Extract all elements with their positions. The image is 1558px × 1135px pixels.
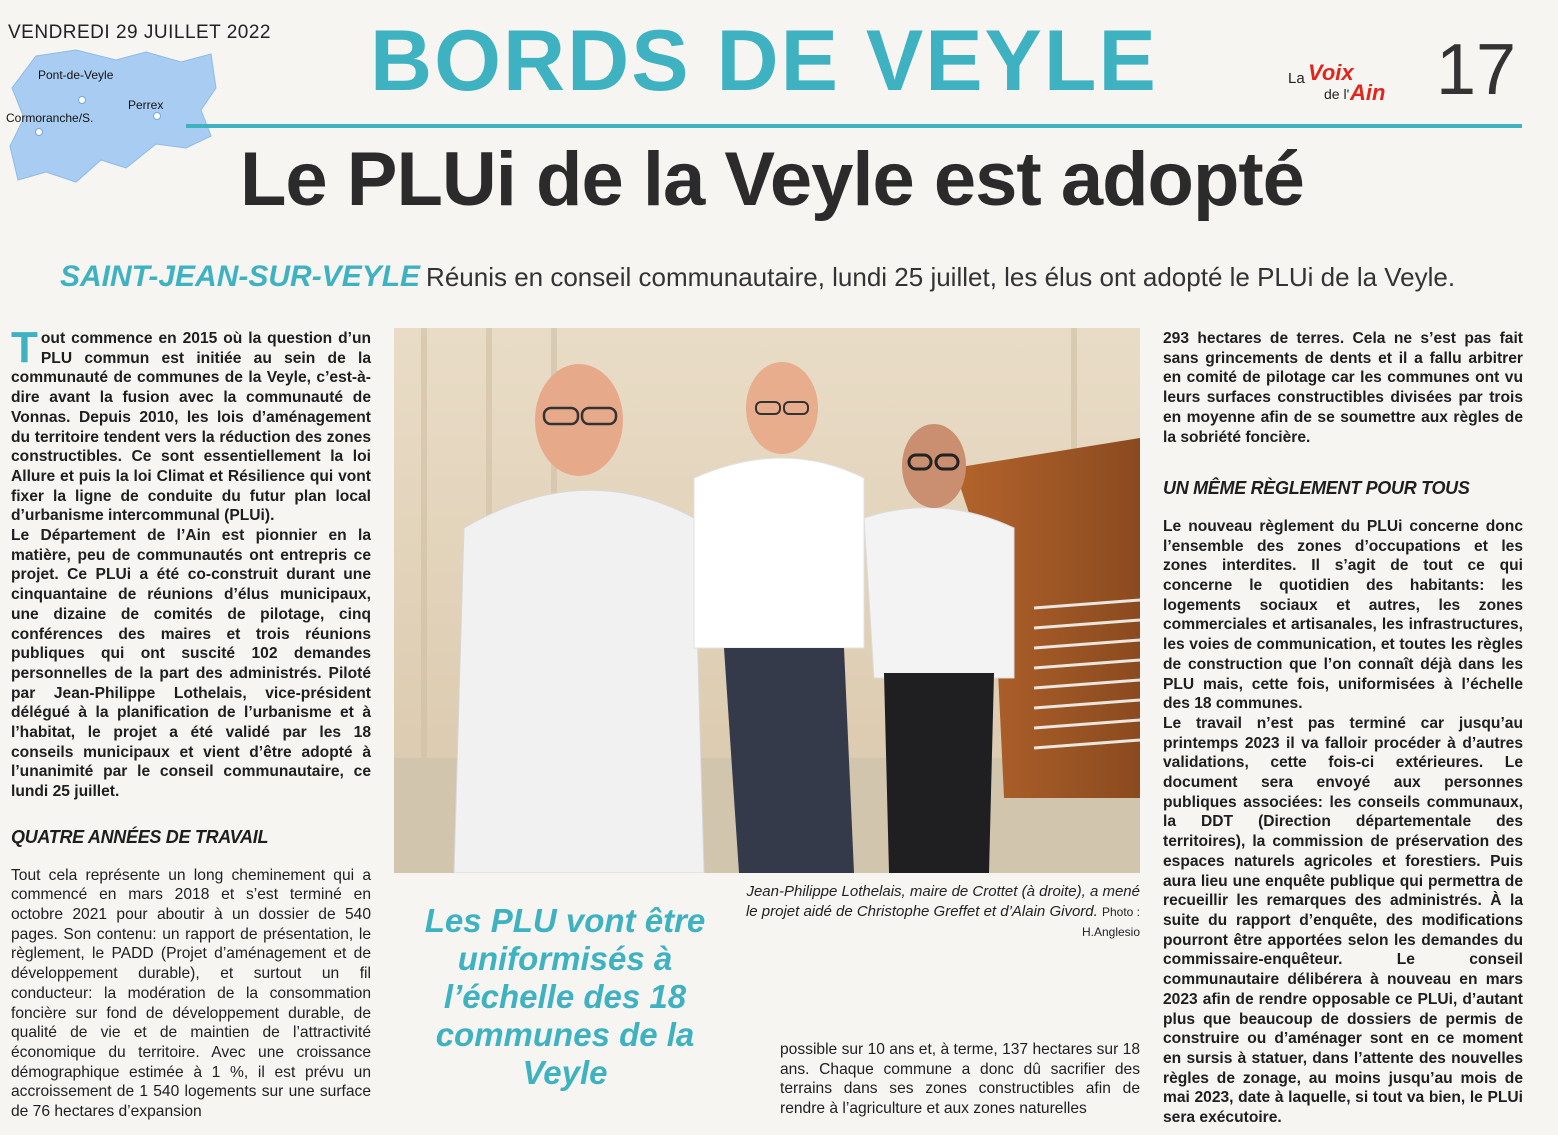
photo-caption	[740, 882, 1140, 942]
col1-paragraph-1: out commence en 2015 où la question d’un PLU commun est initiée au sein de la communauté de communes de la Veyle, c’est-à-dire avant la fusion avec la communauté de Vonnas. Depuis 2010, les lois d’aménagement du territoire tendent vers la réduction des zones constructibles. Ce sont essentiellement la loi Allure et puis la loi Climat et Résilience qui vont fixer la ligne de conduite du futur plan local d’urbanisme intercommunal (PLUi).	[11, 330, 371, 525]
photo-credit: Photo : H.Anglesio	[1081, 905, 1140, 939]
map-dot	[153, 112, 161, 120]
logo-la: La	[1288, 70, 1305, 87]
kicker-location: SAINT-JEAN-SUR-VEYLE	[60, 260, 421, 293]
logo-ain: Ain	[1350, 80, 1386, 105]
subhead-quatre-annees: QUATRE ANNÉES DE TRAVAIL	[11, 826, 269, 847]
page-number: 17	[1436, 30, 1517, 110]
logo-voix: Voix	[1308, 60, 1354, 85]
col3-paragraph-1: 293 hectares de terres. Cela ne s’est pas fait sans grincements de dents et il a fallu arbitrer en comité de pilotage car les communes ont vu leurs surfaces constructibles divisées par trois en moyenne afin de se soumettre aux règles de la sobriété foncière.	[1163, 330, 1523, 446]
header-rule	[186, 124, 1522, 128]
article-photo	[394, 328, 1140, 873]
pull-quote: Les PLU vont être uniformisés à l’échelle des 18 communes de la Veyle	[424, 902, 706, 1091]
photo-three-men	[394, 328, 1140, 873]
headline: Le PLUi de la Veyle est adopté	[240, 137, 1304, 222]
map-label-cormoranche: Cormoranche/S.	[6, 111, 94, 125]
caption-text: Jean-Philippe Lothelais, maire de Crottet (à droite), a mené le projet aidé de Christophe Greffet et d’Alain Givord.	[745, 883, 1140, 920]
map-dot	[35, 128, 43, 136]
subhead-meme-reglement: UN MÊME RÈGLEMENT POUR TOUS	[1163, 478, 1470, 499]
col1-paragraph-2: Le Département de l’Ain est pionnier en la matière, peu de communautés ont entrepris ce projet. Ce PLUi a été co-construit durant une cinquantaine de réunions d’élus municipaux, une dizaine de comités de pilotage, cinq conférences des maires et trois réunions publiques qui ont suscité 102 demandes personnelles de la part des administrés. Piloté par Jean-Philippe Lothelais, vice-président délégué à la planification de l’urbanisme et à l’habitat, le projet a été validé par les 18 conseils municipaux et vient d’être adopté à l’unanimité par le conseil communautaire, ce lundi 25 juillet.	[11, 527, 371, 801]
col3-paragraph-2: Le nouveau règlement du PLUi concerne donc l’ensemble des zones d’occupations et les zones interdites. Il s’agit de tout ce qui concerne le quotidien des habitants: les logements sociaux et autres, les zones commerciales et artisanales, les infrastructures, les voies de communication, et toutes les règles de construction que l’on connaît déjà dans les PLU mais, cette fois, uniformisées à l’échelle des 18 communes.	[1163, 517, 1523, 713]
drop-cap: T	[11, 323, 38, 372]
newspaper-logo	[1288, 60, 1418, 106]
map-label-pont-de-veyle: Pont-de-Veyle	[38, 68, 114, 82]
map-label-perrex: Perrex	[128, 98, 164, 112]
logo-de: de l'	[1324, 86, 1350, 102]
locator-map	[6, 48, 221, 188]
column-1	[11, 323, 371, 1122]
lede: Réunis en conseil communautaire, lundi 25 juillet, les élus ont adopté le PLUi de la Veyle.	[426, 262, 1456, 292]
col1-paragraph-3: Tout cela représente un long cheminement qui a commencé en mars 2018 et s’est terminé en octobre 2021 pour aboutir à un dossier de 540 pages. Son contenu: un rapport de présentation, le règlement, le PADD (Projet d’aménagement et de développement durable), et surtout un fil conducteur: la modération de la consommation foncière sur fond de développement durable, de qualité de vie et de maintien de l’attractivité économique du territoire. Avec une croissance démographique estimée à 1 %, il est prévu un accroissement de 1 540 logements sur une surface de 76 hectares d’expansion	[11, 866, 371, 1121]
col3-paragraph-3: Le travail n’est pas terminé car jusqu’au printemps 2023 il va falloir procéder à d’autres validations, cette fois-ci extérieures. Le document sera envoyé aux personnes publiques associées: les conseils communaux, la DDT (Direction départementale des territoires), la commission de préservation des espaces naturels agricoles et forestiers. Puis aura lieu une enquête publique qui permettra de recueillir les remarques des administrés. À la suite du rapport d’enquête, des modifications pourront être apportées selon les demandes du commissaire-enquêteur. Le conseil communautaire délibérera à nouveau en mars 2023 afin de rendre opposable ce PLUi, d’autant plus que beaucoup de dossiers de permis de construire ou d’aménager sont en ce moment en sursis à statuer, dans l’attente des nouvelles règles de zonage, au moins jusqu’au mois de mai 2023, date à laquelle, si tout va bien, le PLUi sera exécutoire.	[1163, 714, 1523, 1127]
kicker-row	[60, 260, 1455, 293]
col2-paragraph: possible sur 10 ans et, à terme, 137 hectares sur 18 ans. Chaque commune a donc dû sacrifier des terrains dans ses zones constructibles afin de rendre à l’agriculture et aux zones naturelles	[780, 1041, 1140, 1118]
column-3	[1163, 329, 1523, 1128]
section-title: BORDS DE VEYLE	[370, 13, 1158, 109]
column-2-continuation	[780, 1040, 1140, 1119]
map-dot	[78, 96, 86, 104]
date-line: VENDREDI 29 JUILLET 2022	[8, 22, 271, 43]
